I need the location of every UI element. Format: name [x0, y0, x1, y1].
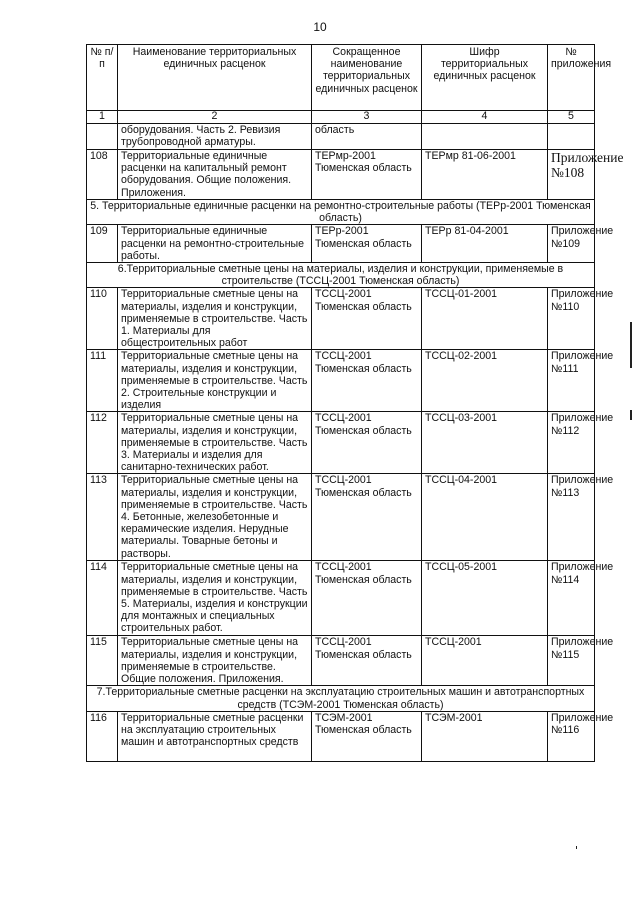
- row-short-name: ТССЦ-2001 Тюменская область: [312, 288, 422, 350]
- row-code: ТЕРр 81-04-2001: [422, 225, 548, 263]
- header-code: Шифр территориальных единичных расценок: [422, 45, 548, 111]
- column-number: 2: [118, 111, 312, 124]
- header-short-name: Сокращенное наименование территориальных единичных расценок: [312, 45, 422, 111]
- table-row: [87, 711, 595, 761]
- section-heading-row: [87, 200, 595, 225]
- row-annex: Приложение №110: [548, 288, 595, 350]
- row-short-name: ТЕРмр-2001 Тюменская область: [312, 150, 422, 200]
- row-annex: [548, 124, 595, 150]
- scan-mark: [630, 410, 632, 420]
- table-row: [87, 474, 595, 561]
- row-number: 109: [87, 225, 118, 263]
- row-short-name: ТССЦ-2001 Тюменская область: [312, 412, 422, 474]
- column-number: 5: [548, 111, 595, 124]
- row-number: 115: [87, 636, 118, 686]
- row-short-name: ТССЦ-2001 Тюменская область: [312, 561, 422, 636]
- section-heading: 5. Территориальные единичные расценки на ремонтно-строительные работы (ТЕРр-2001 Тюменская область): [87, 200, 595, 225]
- row-annex: Приложение №114: [548, 561, 595, 636]
- column-number: 4: [422, 111, 548, 124]
- row-number: 112: [87, 412, 118, 474]
- row-annex: Приложение №116: [548, 711, 595, 761]
- table-row: [87, 150, 595, 200]
- row-name: оборудования. Часть 2. Ревизия трубопроводной арматуры.: [118, 124, 312, 150]
- table-row: [87, 288, 595, 350]
- row-number: 114: [87, 561, 118, 636]
- row-number: 113: [87, 474, 118, 561]
- row-code: ТССЦ-02-2001: [422, 350, 548, 412]
- row-short-name: область: [312, 124, 422, 150]
- row-name: Территориальные единичные расценки на ремонтно-строительные работы.: [118, 225, 312, 263]
- section-heading: 6.Территориальные сметные цены на материалы, изделия и конструкции, применяемые в строительстве (ТССЦ-2001 Тюменская область): [87, 263, 595, 288]
- row-name: Территориальные сметные цены на материалы, изделия и конструкции, применяемые в строительстве. Часть 2. Строительные конструкции и изделия: [118, 350, 312, 412]
- row-code: ТССЦ-01-2001: [422, 288, 548, 350]
- header-name: Наименование территориальных единичных расценок: [118, 45, 312, 111]
- row-number: 110: [87, 288, 118, 350]
- row-short-name: ТСЭМ-2001 Тюменская область: [312, 711, 422, 761]
- row-annex: Приложение №115: [548, 636, 595, 686]
- row-name: Территориальные сметные цены на материалы, изделия и конструкции, применяемые в строительстве. Общие положения. Приложения.: [118, 636, 312, 686]
- table-row: [87, 350, 595, 412]
- column-number-row: [87, 111, 595, 124]
- row-short-name: ТЕРр-2001 Тюменская область: [312, 225, 422, 263]
- row-name: Территориальные сметные расценки на эксплуатацию строительных машин и автотранспортных средств: [118, 711, 312, 761]
- row-number: 111: [87, 350, 118, 412]
- row-code: ТССЦ-2001: [422, 636, 548, 686]
- row-code: ТССЦ-04-2001: [422, 474, 548, 561]
- table-row: [87, 636, 595, 686]
- row-annex: Приложение №113: [548, 474, 595, 561]
- rates-registry-table: [86, 44, 624, 762]
- row-name: Территориальные сметные цены на материалы, изделия и конструкции, применяемые в строительстве. Часть 1. Материалы для общестроительных работ: [118, 288, 312, 350]
- row-code: ТССЦ-03-2001: [422, 412, 548, 474]
- row-name: Территориальные сметные цены на материалы, изделия и конструкции, применяемые в строительстве. Часть 3. Материалы и изделия для санитарно-технических работ.: [118, 412, 312, 474]
- row-number: 108: [87, 150, 118, 200]
- row-number: [87, 124, 118, 150]
- section-heading-row: [87, 263, 595, 288]
- section-heading-row: [87, 686, 595, 711]
- row-name: Территориальные единичные расценки на капитальный ремонт оборудования. Общие положения. Приложения.: [118, 150, 312, 200]
- table-row: [87, 561, 595, 636]
- table-header-row: [87, 45, 595, 111]
- row-code: ТСЭМ-2001: [422, 711, 548, 761]
- table-row: [87, 225, 595, 263]
- row-code: ТЕРмр 81-06-2001: [422, 150, 548, 200]
- row-number: 116: [87, 711, 118, 761]
- row-annex: Приложение №109: [548, 225, 595, 263]
- column-number: 3: [312, 111, 422, 124]
- row-short-name: ТССЦ-2001 Тюменская область: [312, 636, 422, 686]
- column-number: 1: [87, 111, 118, 124]
- row-code: [422, 124, 548, 150]
- row-code: ТССЦ-05-2001: [422, 561, 548, 636]
- scan-mark: [576, 846, 577, 849]
- row-annex: Приложение №111: [548, 350, 595, 412]
- header-number: № п/п: [87, 45, 118, 111]
- header-annex: № приложения: [548, 45, 595, 111]
- row-name: Территориальные сметные цены на материалы, изделия и конструкции, применяемые в строительстве. Часть 4. Бетонные, железобетонные и керамические изделия. Нерудные материалы. Товарные бетоны и растворы.: [118, 474, 312, 561]
- row-annex: Приложение №112: [548, 412, 595, 474]
- scan-mark: [630, 322, 632, 368]
- table-row: [87, 124, 595, 150]
- row-name: Территориальные сметные цены на материалы, изделия и конструкции, применяемые в строительстве. Часть 5. Материалы, изделия и конструкции для монтажных и специальных строительных работ.: [118, 561, 312, 636]
- section-heading: 7.Территориальные сметные расценки на эксплуатацию строительных машин и автотранспортных средств (ТСЭМ-2001 Тюменская область): [87, 686, 595, 711]
- row-annex: Приложение №108: [548, 150, 595, 200]
- table-row: [87, 412, 595, 474]
- row-short-name: ТССЦ-2001 Тюменская область: [312, 474, 422, 561]
- row-short-name: ТССЦ-2001 Тюменская область: [312, 350, 422, 412]
- page-number: 10: [313, 20, 327, 34]
